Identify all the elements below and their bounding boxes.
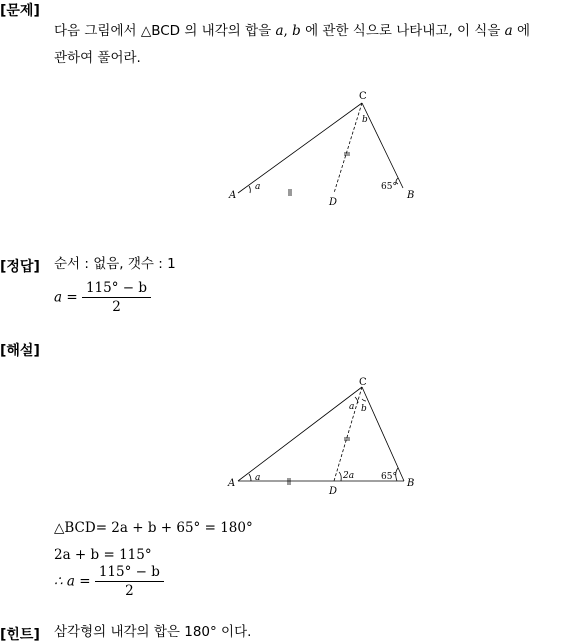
arc-c-right <box>362 399 366 401</box>
label-d: D <box>329 486 338 497</box>
solution-eq-3-lhs: ∴ a = <box>54 573 91 590</box>
arc-2a <box>339 472 341 481</box>
problem-text-prefix: 다음 그림에서 △BCD 의 내각의 합을 <box>54 23 272 39</box>
problem-label: [문제] <box>0 3 40 19</box>
answer-label: [정답] <box>0 259 40 275</box>
answer-lhs: a = <box>54 289 78 306</box>
label-b-vertex: B <box>407 478 415 489</box>
arc-a <box>249 186 250 193</box>
label-c: C <box>359 91 367 102</box>
solution-eq-2: 2a + b = 115° <box>54 547 152 563</box>
side-ac <box>238 103 362 193</box>
label-c: C <box>359 377 367 388</box>
side-cb <box>362 103 403 188</box>
label-65: 65° <box>381 182 397 192</box>
side-ac <box>238 387 362 481</box>
solution-eq-3 <box>54 563 164 600</box>
answer-denominator: 2 <box>112 299 121 315</box>
answer-line: 순서 : 없음, 갯수 : 1 <box>54 256 176 272</box>
side-cb <box>362 387 404 481</box>
answer-numerator: 115° − b <box>82 279 151 298</box>
label-a-angle: a <box>255 182 261 192</box>
solution-label: [해설] <box>0 343 40 359</box>
label-b-vertex: B <box>407 190 415 201</box>
problem-text-suffix: 에 <box>517 23 531 39</box>
label-2a: 2a <box>343 471 355 481</box>
problem-text-middle: 에 관한 식으로 나타내고, 이 식을 <box>305 23 501 39</box>
problem-line-1 <box>54 21 530 41</box>
solution-numerator: 115° − b <box>95 563 164 582</box>
answer-fraction <box>82 279 151 316</box>
solution-eq-1: △BCD= 2a + b + 65° = 180° <box>54 520 253 536</box>
label-b-top: b <box>361 404 367 414</box>
solution-fraction <box>95 563 164 600</box>
solution-denominator: 2 <box>125 583 134 599</box>
label-a-vertex: A <box>228 478 236 489</box>
arc-c-left <box>355 397 358 403</box>
arc-a <box>249 474 251 481</box>
var-a: a <box>275 23 284 39</box>
hint-label: [힌트] <box>0 627 40 643</box>
comma: , <box>283 23 288 39</box>
var-a-2: a <box>504 23 513 39</box>
problem-line-2: 관하여 풀어라. <box>54 50 141 66</box>
side-cd <box>334 103 362 193</box>
label-a-top: a <box>349 402 355 412</box>
label-a-vertex: A <box>229 190 237 201</box>
triangle-figure-2 <box>0 375 587 500</box>
triangle-figure-1 <box>0 85 587 215</box>
var-b: b <box>292 23 301 39</box>
label-b-angle: b <box>362 115 368 125</box>
hint-text: 삼각형의 내각의 합은 180° 이다. <box>54 624 252 640</box>
label-d: D <box>329 197 338 208</box>
label-65: 65° <box>381 472 397 482</box>
answer-formula <box>54 279 151 316</box>
label-a-angle: a <box>255 473 261 483</box>
